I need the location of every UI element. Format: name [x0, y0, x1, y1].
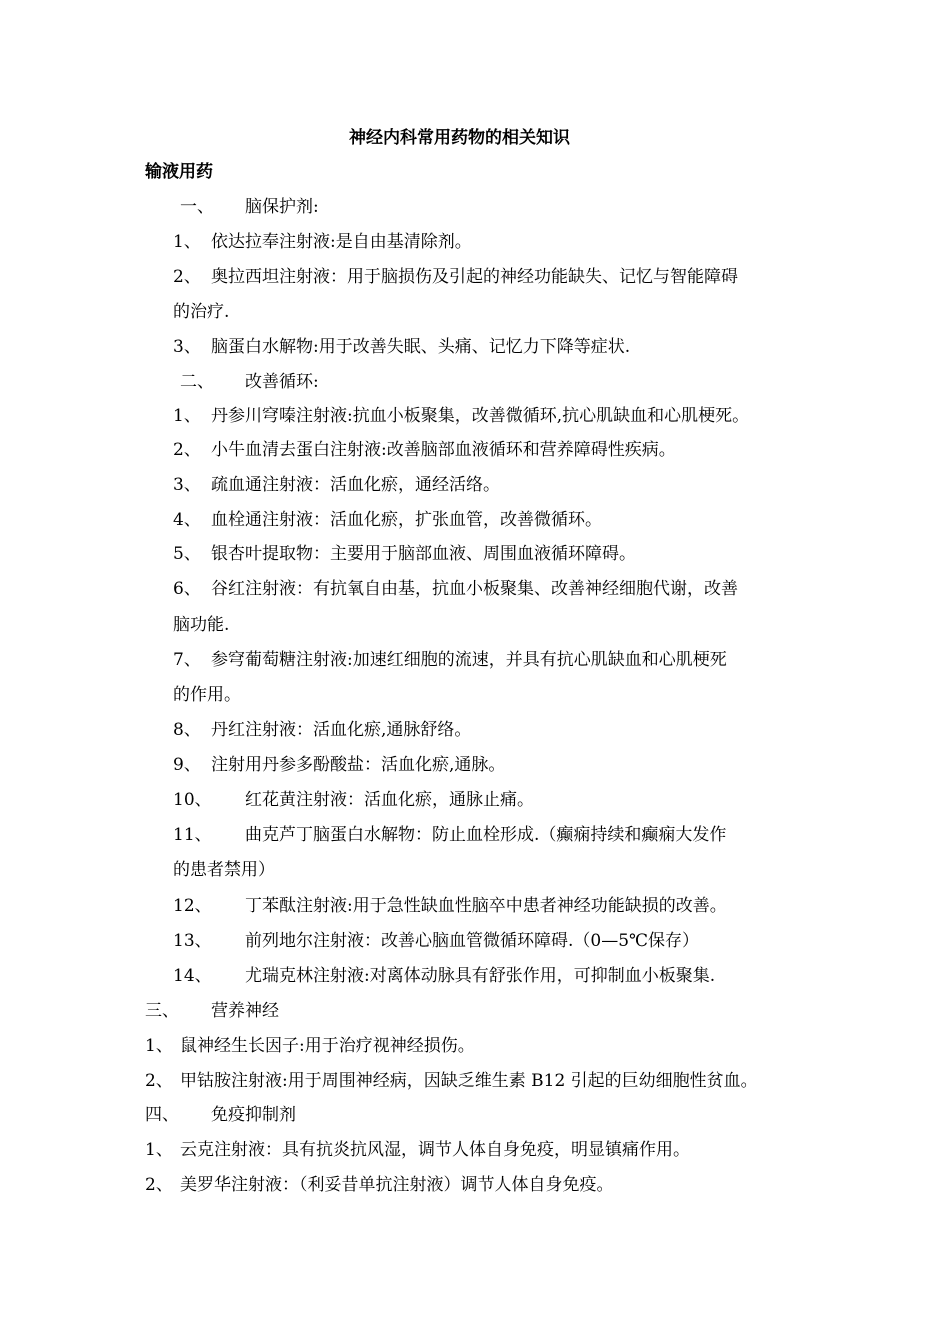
list-item-number: 9、	[173, 755, 201, 775]
list-item-number: 3、	[173, 337, 201, 357]
list-item-number: 14、	[173, 966, 212, 986]
page-title: 神经内科常用药物的相关知识	[349, 128, 570, 148]
list-item-number: 2、	[173, 440, 201, 460]
list-item-number: 6、	[173, 579, 201, 599]
list-item-continuation: 的作用。	[173, 685, 241, 705]
list-item-text: 甲钴胺注射液:用于周围神经病，因缺乏维生素 B12 引起的巨幼细胞性贫血。	[180, 1071, 758, 1091]
list-item-number: 1、	[173, 406, 201, 426]
list-item-continuation: 的治疗.	[173, 302, 230, 322]
list-item-number: 12、	[173, 896, 212, 916]
section-number: 二、	[180, 372, 214, 392]
list-item-number: 2、	[145, 1071, 173, 1091]
section-number: 三、	[145, 1001, 179, 1021]
list-item-text: 曲克芦丁脑蛋白水解物：防止血栓形成.（癫痫持续和癫痫大发作	[245, 825, 727, 845]
list-item-text: 注射用丹参多酚酸盐：活血化瘀,通脉。	[211, 755, 506, 775]
list-item-text: 小牛血清去蛋白注射液:改善脑部血液循环和营养障碍性疾病。	[211, 440, 676, 460]
section-number: 一、	[180, 197, 214, 217]
list-item-number: 8、	[173, 720, 201, 740]
list-item-number: 3、	[173, 475, 201, 495]
list-item-number: 4、	[173, 510, 201, 530]
list-item-text: 谷红注射液：有抗氧自由基，抗血小板聚集、改善神经细胞代谢，改善	[211, 579, 738, 599]
list-item-text: 丹红注射液：活血化瘀,通脉舒络。	[211, 720, 472, 740]
list-item-text: 奥拉西坦注射液：用于脑损伤及引起的神经功能缺失、记忆与智能障碍	[211, 267, 738, 287]
list-item-number: 2、	[173, 267, 201, 287]
list-item-number: 5、	[173, 544, 201, 564]
list-item-number: 10、	[173, 790, 212, 810]
list-item-text: 参穹葡萄糖注射液:加速红细胞的流速，并具有抗心肌缺血和心肌梗死	[211, 650, 727, 670]
list-item-number: 7、	[173, 650, 201, 670]
list-item-text: 鼠神经生长因子:用于治疗视神经损伤。	[180, 1036, 475, 1056]
list-item-text: 银杏叶提取物：主要用于脑部血液、周围血液循环障碍。	[211, 544, 636, 564]
list-item-text: 前列地尔注射液：改善心脑血管微循环障碍.（0—5℃保存）	[245, 931, 700, 951]
section-title: 改善循环:	[245, 372, 319, 392]
list-item-text: 丁苯酞注射液:用于急性缺血性脑卒中患者神经功能缺损的改善。	[245, 896, 727, 916]
list-item-number: 2、	[145, 1175, 173, 1195]
list-item-number: 1、	[173, 232, 201, 252]
list-item-text: 脑蛋白水解物:用于改善失眠、头痛、记忆力下降等症状.	[211, 337, 631, 357]
list-item-text: 依达拉奉注射液:是自由基清除剂。	[211, 232, 472, 252]
list-item-text: 尤瑞克林注射液:对离体动脉具有舒张作用，可抑制血小板聚集.	[245, 966, 716, 986]
list-item-number: 1、	[145, 1140, 173, 1160]
list-item-number: 11、	[173, 825, 212, 845]
list-item-number: 13、	[173, 931, 212, 951]
list-item-continuation: 的患者禁用）	[173, 860, 275, 880]
list-item-text: 丹参川穹嗪注射液:抗血小板聚集，改善微循环,抗心肌缺血和心肌梗死。	[211, 406, 750, 426]
list-item-text: 红花黄注射液：活血化瘀，通脉止痛。	[245, 790, 534, 810]
list-item-text: 疏血通注射液：活血化瘀，通经活络。	[211, 475, 500, 495]
section-number: 四、	[145, 1105, 179, 1125]
list-item-number: 1、	[145, 1036, 173, 1056]
section-title: 脑保护剂:	[245, 197, 319, 217]
list-item-continuation: 脑功能.	[173, 615, 230, 635]
section-title: 免疫抑制剂	[211, 1105, 296, 1125]
section-title: 营养神经	[211, 1001, 279, 1021]
list-item-text: 云克注射液：具有抗炎抗风湿，调节人体自身免疫，明显镇痛作用。	[180, 1140, 690, 1160]
section-heading: 输液用药	[145, 162, 213, 182]
list-item-text: 血栓通注射液：活血化瘀，扩张血管，改善微循环。	[211, 510, 602, 530]
list-item-text: 美罗华注射液：（利妥昔单抗注射液）调节人体自身免疫。	[180, 1175, 614, 1195]
